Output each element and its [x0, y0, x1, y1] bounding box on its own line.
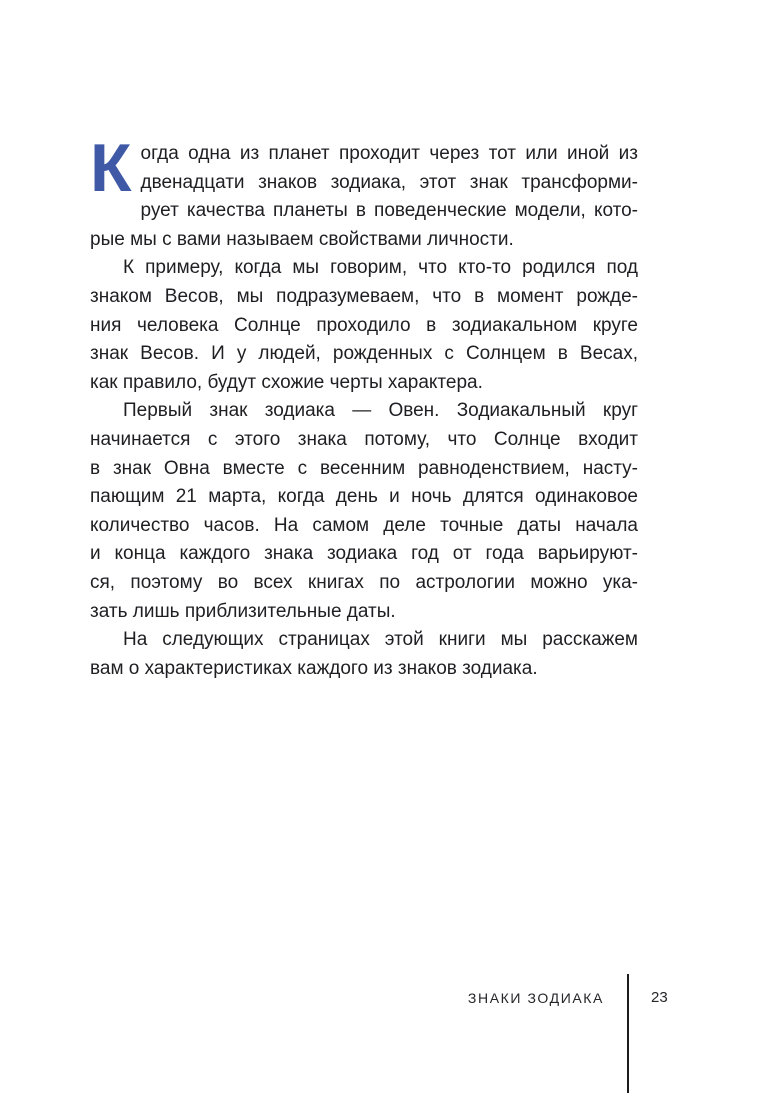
- text-line: На следующих страницах этой книги мы расскажем: [123, 629, 638, 651]
- text-line: огда одна из планет проходит через тот или иной из: [140, 143, 638, 164]
- text-line: К примеру, когда мы говорим, что кто-то родился под: [123, 257, 638, 279]
- text-line: начинается с этого знака потому, что Солнце входит: [90, 428, 638, 450]
- text-line: рые мы с вами называем свойствами личности.: [90, 228, 514, 250]
- paragraph: [90, 254, 638, 397]
- running-title: ЗНАКИ ЗОДИАКА: [467, 990, 604, 1006]
- text-line: знаком Весов, мы подразумеваем, что в момент рожде-: [90, 285, 638, 307]
- footer-divider: [627, 974, 629, 1093]
- paragraph: [90, 397, 638, 626]
- drop-cap-letter: К: [90, 130, 132, 206]
- text-line: Первый знак зодиака — Овен. Зодиакальный круг: [123, 400, 638, 422]
- text-line: ния человека Солнце проходило в зодиакальном круге: [90, 314, 638, 336]
- text-line: рует качества планеты в поведенческие модели, кото-: [140, 200, 638, 222]
- text-line: ся, поэтому во всех книгах по астрологии можно ука-: [90, 571, 638, 593]
- text-line: и конца каждого знака зодиака год от года варьируют-: [90, 543, 638, 565]
- body-text: [90, 130, 638, 683]
- paragraph: [90, 130, 638, 254]
- text-line: как правило, будут схожие черты характера.: [90, 371, 483, 393]
- text-line: вам о характеристиках каждого из знаков зодиака.: [90, 657, 538, 679]
- text-line: знак Весов. И у людей, рожденных с Солнцем в Весах,: [90, 343, 638, 365]
- page-number: 23: [651, 989, 668, 1006]
- text-line: пающим 21 марта, когда день и ночь длятся одинаковое: [90, 486, 638, 508]
- text-line: двенадцати знаков зодиака, этот знак трансформи-: [140, 171, 638, 193]
- text-line: количество часов. На самом деле точные даты начала: [90, 514, 638, 536]
- paragraph: [90, 626, 638, 683]
- text-line: зать лишь приблизительные даты.: [90, 600, 396, 622]
- text-line: в знак Овна вместе с весенним равноденствием, насту-: [90, 457, 638, 479]
